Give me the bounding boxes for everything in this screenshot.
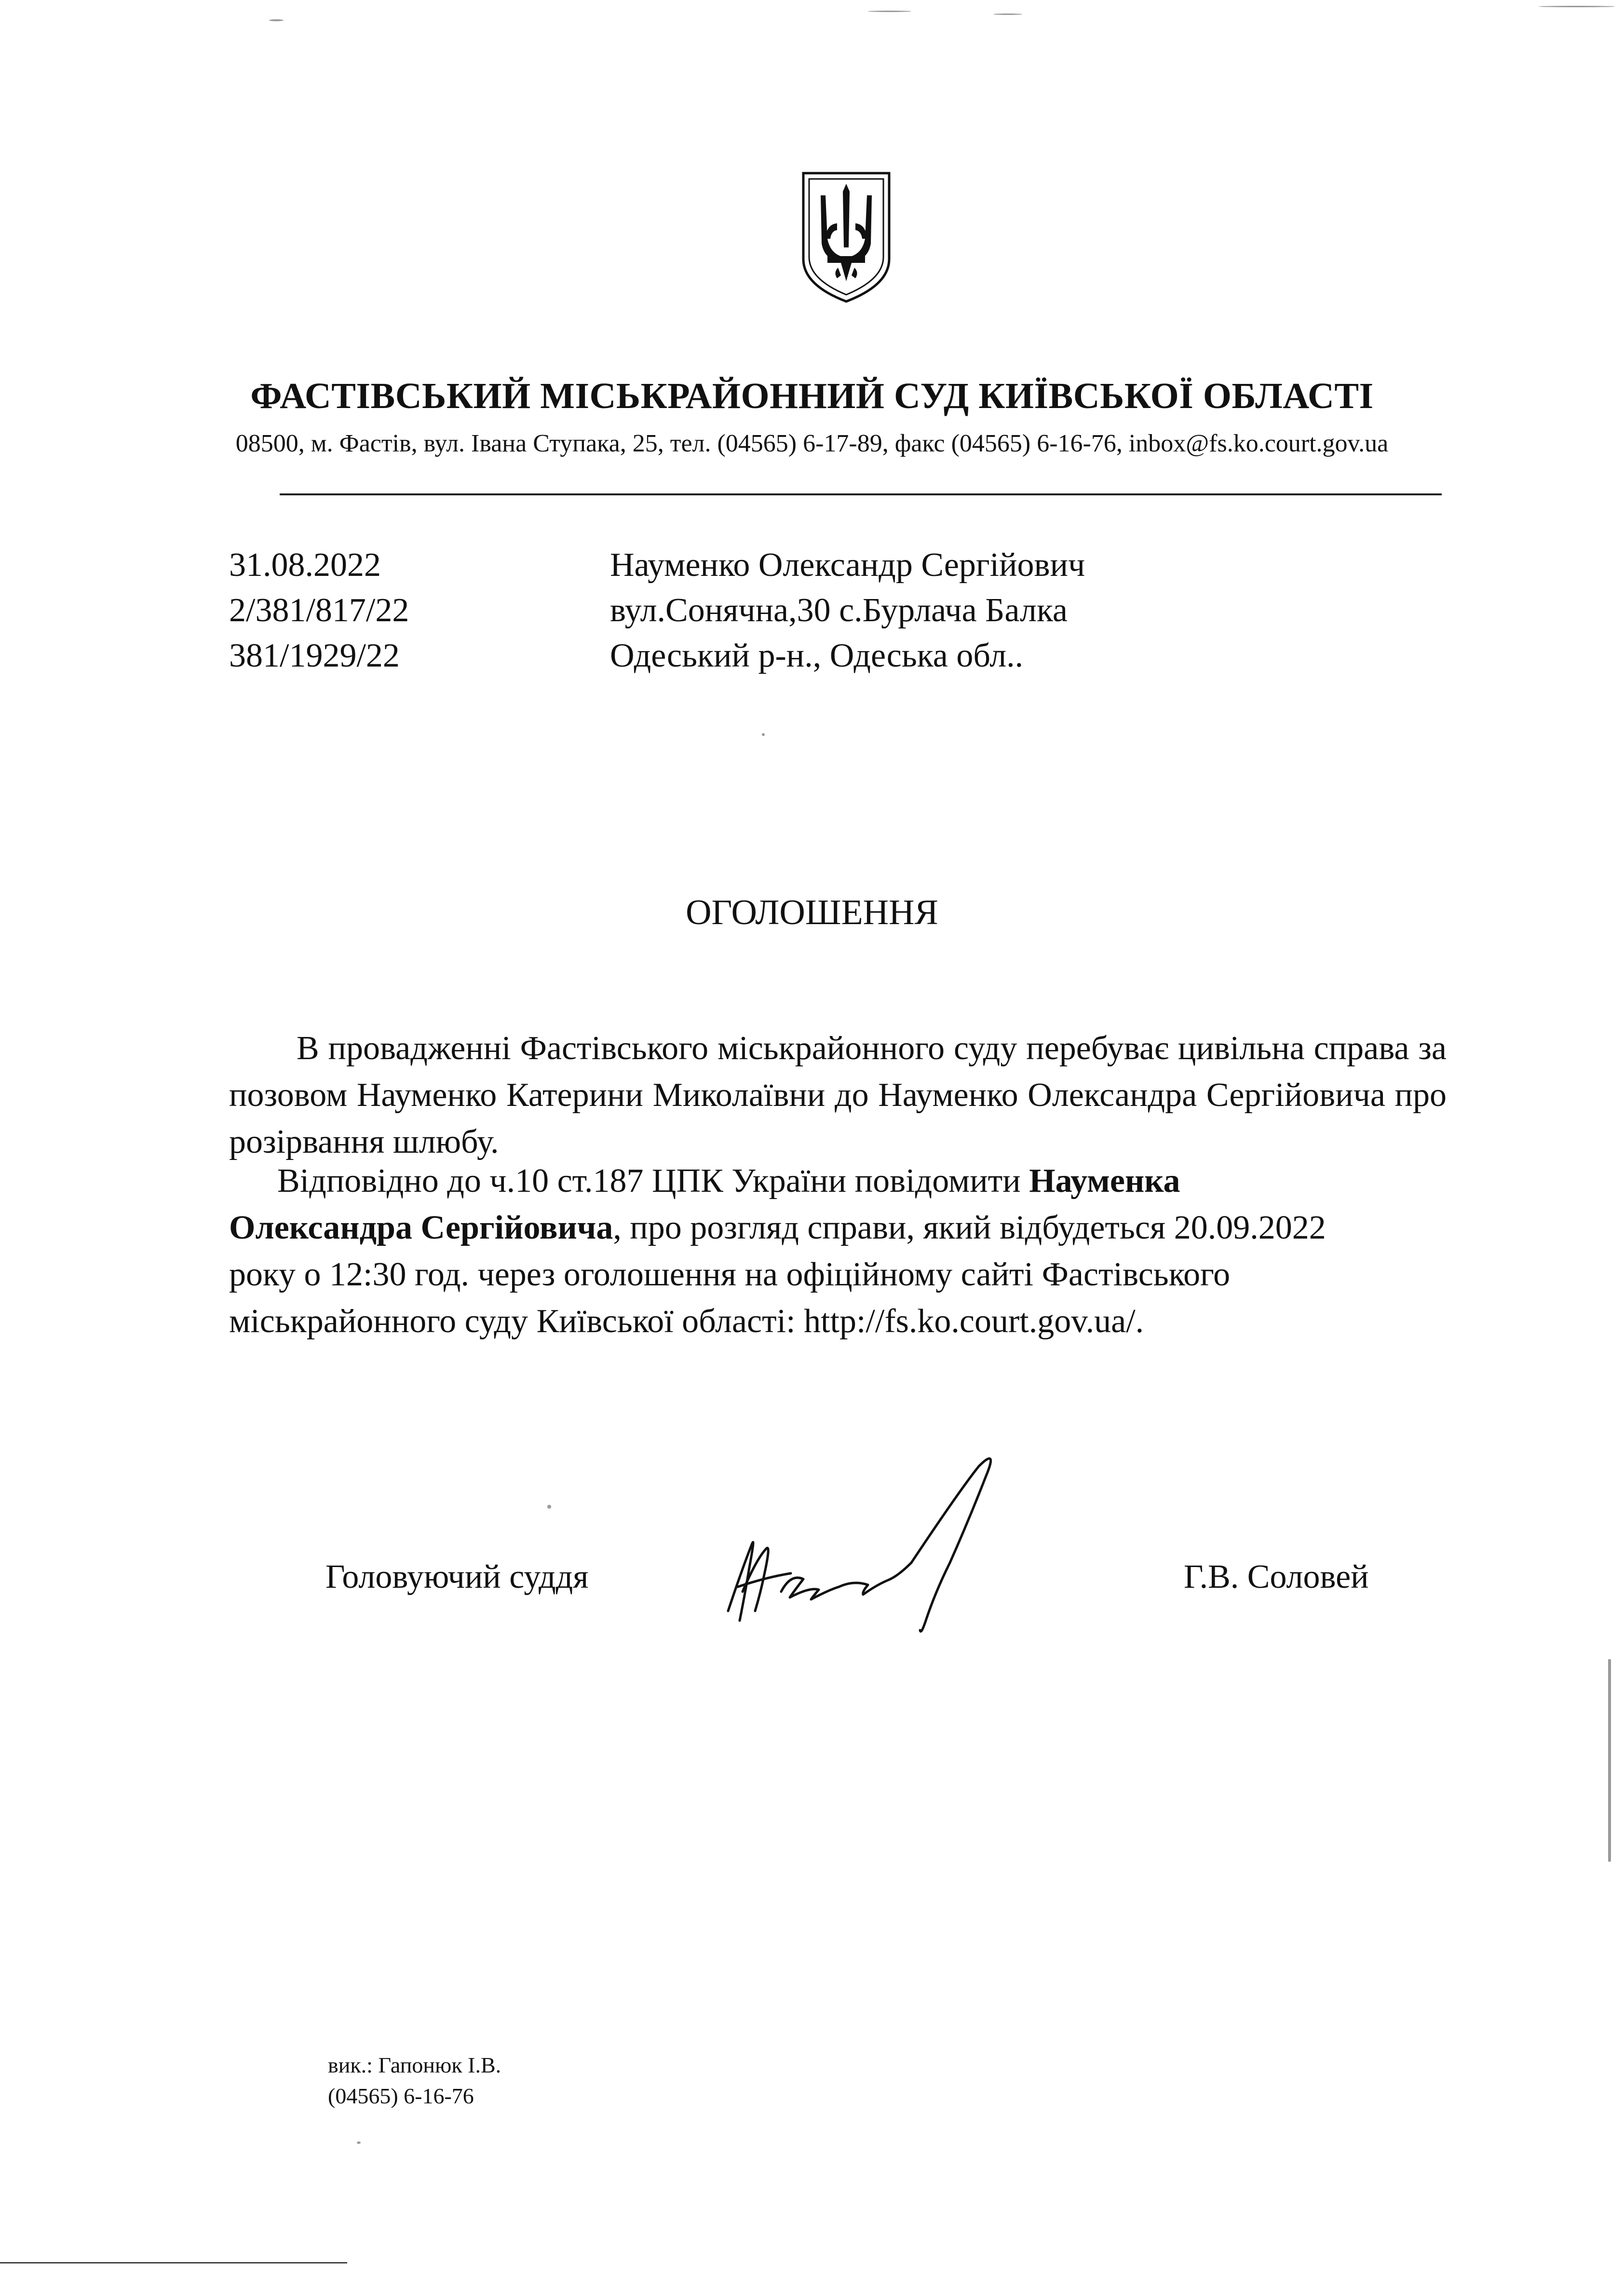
scan-speck [762, 733, 765, 736]
outgoing-number: 2/381/817/22 [229, 592, 409, 629]
case-number: 381/1929/22 [229, 637, 400, 674]
notice-paragraph-1: В провадженні Фастівського міськрайонного суду перебуває цивільна справа за позовом Науменко Катерини Миколаївни до Науменко Олександра Сергійовича про розірвання шлюбу. [229, 1030, 1447, 1160]
signer-name: Г.В. Соловей [1184, 1558, 1369, 1595]
notice-title: ОГОЛОШЕННЯ [686, 893, 938, 932]
scan-speck [357, 2141, 361, 2144]
scan-speck [993, 14, 1022, 15]
court-name: ФАСТІВСЬКИЙ МІСЬКРАЙОННИЙ СУД КИЇВСЬКОЇ ОБЛАСТІ [250, 376, 1374, 416]
defendant-name-part-2: Олександра Сергійовича [229, 1209, 613, 1246]
executor-phone: (04565) 6-16-76 [328, 2084, 474, 2108]
paragraph-2-line-4: міськрайонного суду Київської області: http://fs.ko.court.gov.ua/. [229, 1303, 1144, 1340]
executor-name: вик.: Гапонюк І.В. [328, 2053, 501, 2077]
court-address: 08500, м. Фастів, вул. Івана Ступака, 25, тел. (04565) 6-17-89, факс (04565) 6-16-76, inbox@fs.ko.court.gov.ua [235, 430, 1389, 457]
paragraph-2-line-1: Відповідно до ч.10 ст.187 ЦПК України повідомити Науменка [277, 1162, 1180, 1200]
paragraph-2-line-3: року о 12:30 год. через оголошення на офіційному сайті Фастівського [229, 1256, 1231, 1293]
document-meta [229, 543, 409, 679]
scan-speck [1608, 1659, 1611, 1862]
defendant-name-part-1: Науменка [1029, 1162, 1180, 1200]
document-date: 31.08.2022 [229, 546, 381, 584]
signer-title: Головуючий суддя [325, 1558, 589, 1595]
scan-speck [269, 19, 284, 21]
scan-speck [1538, 6, 1615, 7]
executor-info [328, 2050, 501, 2112]
recipient-region: Одеський р-н., Одеська обл.. [610, 637, 1024, 674]
recipient-street: вул.Сонячна,30 с.Бурлача Балка [610, 592, 1068, 629]
footer-divider [0, 2262, 347, 2263]
tryzub-coat-of-arms-icon [796, 166, 897, 306]
notice-paragraph-2 [229, 1158, 1483, 1345]
scan-speck [868, 11, 911, 12]
handwritten-signature-icon [709, 1447, 1008, 1640]
scan-speck [547, 1505, 551, 1509]
recipient-address [610, 543, 1085, 679]
recipient-name: Науменко Олександр Сергійович [610, 546, 1085, 584]
paragraph-2-line-2: Олександра Сергійовича, про розгляд справи, який відбудеться 20.09.2022 [229, 1209, 1326, 1246]
header-divider [280, 493, 1442, 495]
